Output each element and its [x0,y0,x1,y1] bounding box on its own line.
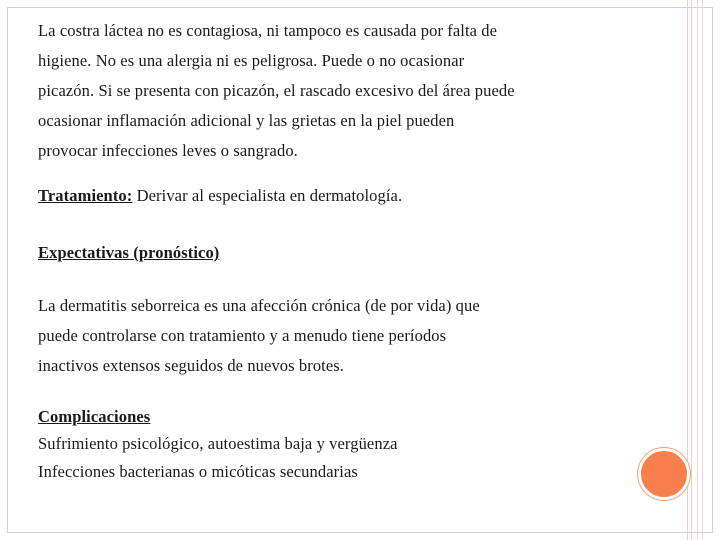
treatment-label: Tratamiento: [38,186,133,205]
intro-line: La costra láctea no es contagiosa, ni tampoco es causada por falta de [38,21,498,40]
prognosis-paragraph [38,291,628,381]
complication-item: Sufrimiento psicológico, autoestima baja y vergüenza [38,434,398,453]
treatment-text: Derivar al especialista en dermatología. [132,186,403,205]
prognosis-line: puede controlarse con tratamiento y a menudo tiene períodos [38,326,447,345]
decorative-rule [687,0,688,540]
intro-line: ocasionar inflamación adicional y las grietas en la piel pueden [38,111,455,130]
treatment-row [38,181,628,211]
complication-item: Infecciones bacterianas o micóticas secundarias [38,462,358,481]
decorative-rule [697,0,698,540]
intro-line: provocar infecciones leves o sangrado. [38,141,298,160]
decorative-rule [691,0,692,540]
prognosis-heading-row [38,238,628,268]
intro-line: higiene. No es una alergia ni es peligrosa. Puede o no ocasionar [38,51,465,70]
accent-circle [638,448,690,500]
prognosis-heading: Expectativas (pronóstico) [38,243,220,262]
prognosis-line: inactivos extensos seguidos de nuevos brotes. [38,356,345,375]
decorative-rule [702,0,703,540]
intro-line: picazón. Si se presenta con picazón, el rascado excesivo del área puede [38,81,515,100]
complications-heading: Complicaciones [38,407,151,426]
complications-heading-row [38,402,628,432]
intro-paragraph [38,16,628,166]
prognosis-line: La dermatitis seborreica es una afección crónica (de por vida) que [38,296,480,315]
